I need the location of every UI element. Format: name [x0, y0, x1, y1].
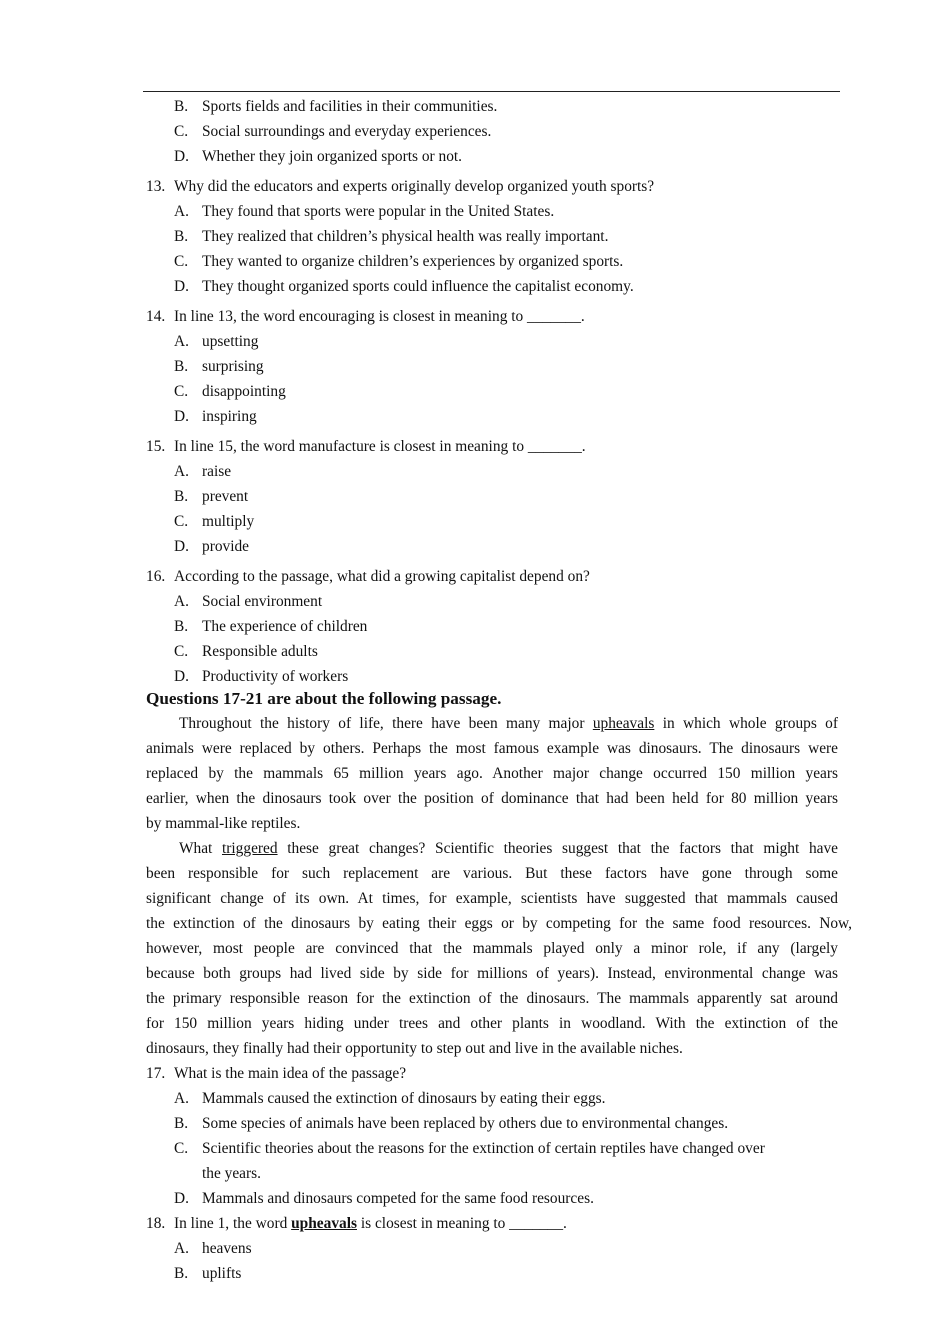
underlined-word-upheavals: upheavals — [592, 715, 655, 732]
option-letter: B. — [174, 358, 189, 375]
option-text: inspiring — [202, 408, 257, 425]
question-number: 14. — [146, 308, 166, 325]
option-letter: C. — [174, 643, 189, 660]
option-text: prevent — [202, 488, 249, 505]
option-letter: A. — [174, 333, 189, 350]
passage-paragraph-2 — [146, 836, 852, 1061]
option-text: Whether they join organized sports or not. — [202, 148, 463, 165]
option-text: Scientific theories about the reasons for the extinction of certain reptiles have changed over — [202, 1140, 765, 1157]
option-text: Mammals and dinosaurs competed for the same food resources. — [202, 1190, 594, 1207]
option-text: provide — [202, 538, 250, 555]
option-letter: C. — [174, 383, 189, 400]
option-text: They realized that children’s physical health was really important. — [202, 228, 609, 245]
q13-option-d[interactable] — [146, 274, 838, 299]
passage-line: What triggered these great changes? Scientific theories suggest that the factors that might have — [179, 840, 838, 857]
q15-option-a[interactable] — [146, 459, 838, 484]
question-14 — [146, 305, 838, 329]
option-letter: A. — [174, 593, 189, 610]
q12-option-c[interactable] — [146, 119, 838, 144]
option-letter: D. — [174, 148, 189, 165]
option-letter: D. — [174, 538, 189, 555]
passage-line: Throughout the history of life, there have been many major upheavals in which whole groups of — [179, 715, 838, 732]
question-number: 18. — [146, 1215, 166, 1232]
q12-option-d[interactable] — [146, 144, 838, 169]
q12-option-b[interactable] — [146, 94, 838, 119]
option-letter: D. — [174, 668, 189, 685]
option-letter: B. — [174, 1115, 189, 1132]
q17-option-c[interactable] — [146, 1136, 838, 1161]
option-letter: B. — [174, 228, 189, 245]
q15-option-c[interactable] — [146, 509, 838, 534]
passage-line: been responsible for such replacement are various. But these factors have gone through some — [146, 865, 838, 882]
document-page — [146, 94, 852, 1286]
question-number: 17. — [146, 1065, 166, 1082]
option-letter: C. — [174, 513, 189, 530]
question-16 — [146, 565, 838, 589]
passage-line: animals were replaced by others. Perhaps the most famous example was dinosaurs. The dinosaurs were — [146, 740, 838, 757]
passage-line: earlier, when the dinosaurs took over the position of dominance that had been held for 80 million years — [146, 790, 838, 807]
option-text: They wanted to organize children’s experiences by organized sports. — [202, 253, 624, 270]
q16-option-d[interactable] — [146, 664, 838, 689]
q14-option-d[interactable] — [146, 404, 838, 429]
q16-option-c[interactable] — [146, 639, 838, 664]
question-text: In line 13, the word encouraging is closest in meaning to _______. — [174, 308, 585, 325]
question-text: In line 1, the word upheavals is closest in meaning to _______. — [174, 1215, 567, 1232]
option-text: disappointing — [202, 383, 286, 400]
question-text: According to the passage, what did a growing capitalist depend on? — [174, 568, 590, 585]
q17-option-c-continuation: the years. — [202, 1165, 261, 1182]
section-heading: Questions 17-21 are about the following passage. — [146, 689, 502, 708]
q13-option-a[interactable] — [146, 199, 838, 224]
passage-line: however, most people are convinced that the mammals played only a minor role, if any (largely — [146, 940, 838, 957]
option-text: They found that sports were popular in the United States. — [202, 203, 555, 220]
underlined-word-triggered: triggered — [222, 840, 278, 857]
option-text: Responsible adults — [202, 643, 318, 660]
passage-paragraph-1 — [146, 711, 838, 836]
passage-line: replaced by the mammals 65 million years ago. Another major change occurred 150 million years — [146, 765, 838, 782]
q18-option-b[interactable] — [146, 1261, 838, 1286]
question-number: 16. — [146, 568, 166, 585]
option-text: uplifts — [202, 1265, 242, 1282]
option-text: Productivity of workers — [202, 668, 349, 685]
question-15 — [146, 435, 838, 459]
question-text: Why did the educators and experts originally develop organized youth sports? — [174, 178, 655, 195]
header-rule — [143, 91, 840, 92]
passage-line: the primary responsible reason for the extinction of the dinosaurs. The mammals apparently sat around — [146, 990, 838, 1007]
q16-option-b[interactable] — [146, 614, 838, 639]
option-text: The experience of children — [202, 618, 368, 635]
option-letter: A. — [174, 1090, 189, 1107]
q13-option-b[interactable] — [146, 224, 838, 249]
option-text: Social surroundings and everyday experiences. — [202, 123, 492, 140]
question-18 — [146, 1211, 838, 1236]
question-number: 15. — [146, 438, 166, 455]
question-17 — [146, 1061, 838, 1086]
option-letter: A. — [174, 1240, 189, 1257]
option-letter: A. — [174, 203, 189, 220]
question-number: 13. — [146, 178, 166, 195]
option-letter: C. — [174, 253, 189, 270]
option-letter: D. — [174, 278, 189, 295]
option-text: multiply — [202, 513, 255, 530]
option-text: They thought organized sports could influence the capitalist economy. — [202, 278, 634, 295]
question-text: In line 15, the word manufacture is closest in meaning to _______. — [174, 438, 586, 455]
q17-option-a[interactable] — [146, 1086, 838, 1111]
q17-option-d[interactable] — [146, 1186, 838, 1211]
passage-line: dinosaurs, they finally had their opportunity to step out and live in the available niches. — [146, 1040, 683, 1057]
option-text: Some species of animals have been replaced by others due to environmental changes. — [202, 1115, 729, 1132]
option-text: upsetting — [202, 333, 259, 350]
option-text: Sports fields and facilities in their communities. — [202, 98, 498, 115]
passage-line: for 150 million years hiding under trees and other plants in woodland. With the extinction of the — [146, 1015, 838, 1032]
q17-option-b[interactable] — [146, 1111, 838, 1136]
option-text: heavens — [202, 1240, 252, 1257]
option-letter: A. — [174, 463, 189, 480]
underlined-word-upheavals: upheavals — [291, 1215, 357, 1232]
passage-line: significant change of its own. At times, for example, scientists have suggested that mammals caused — [146, 890, 838, 907]
option-letter: B. — [174, 1265, 189, 1282]
passage-line: by mammal-like reptiles. — [146, 815, 301, 832]
option-text: surprising — [202, 358, 264, 375]
q15-option-d[interactable] — [146, 534, 838, 559]
q14-option-a[interactable] — [146, 329, 838, 354]
q13-option-c[interactable] — [146, 249, 838, 274]
passage-line: because both groups had lived side by side for millions of years). Instead, environmental change was — [146, 965, 838, 982]
option-letter: B. — [174, 488, 189, 505]
option-letter: D. — [174, 408, 189, 425]
option-text: Social environment — [202, 593, 323, 610]
q15-option-b[interactable] — [146, 484, 838, 509]
q14-option-c[interactable] — [146, 379, 838, 404]
q18-option-a[interactable] — [146, 1236, 838, 1261]
option-letter: D. — [174, 1190, 189, 1207]
option-letter: B. — [174, 98, 189, 115]
option-letter: C. — [174, 1140, 189, 1157]
option-letter: B. — [174, 618, 189, 635]
option-text: Mammals caused the extinction of dinosaurs by eating their eggs. — [202, 1090, 606, 1107]
option-letter: C. — [174, 123, 189, 140]
passage-line: the extinction of the dinosaurs by eating their eggs or by competing for the same food resources. Now, — [146, 915, 852, 932]
option-text: raise — [202, 463, 232, 480]
question-13 — [146, 175, 838, 199]
q14-option-b[interactable] — [146, 354, 838, 379]
question-text: What is the main idea of the passage? — [174, 1065, 407, 1082]
q16-option-a[interactable] — [146, 589, 838, 614]
